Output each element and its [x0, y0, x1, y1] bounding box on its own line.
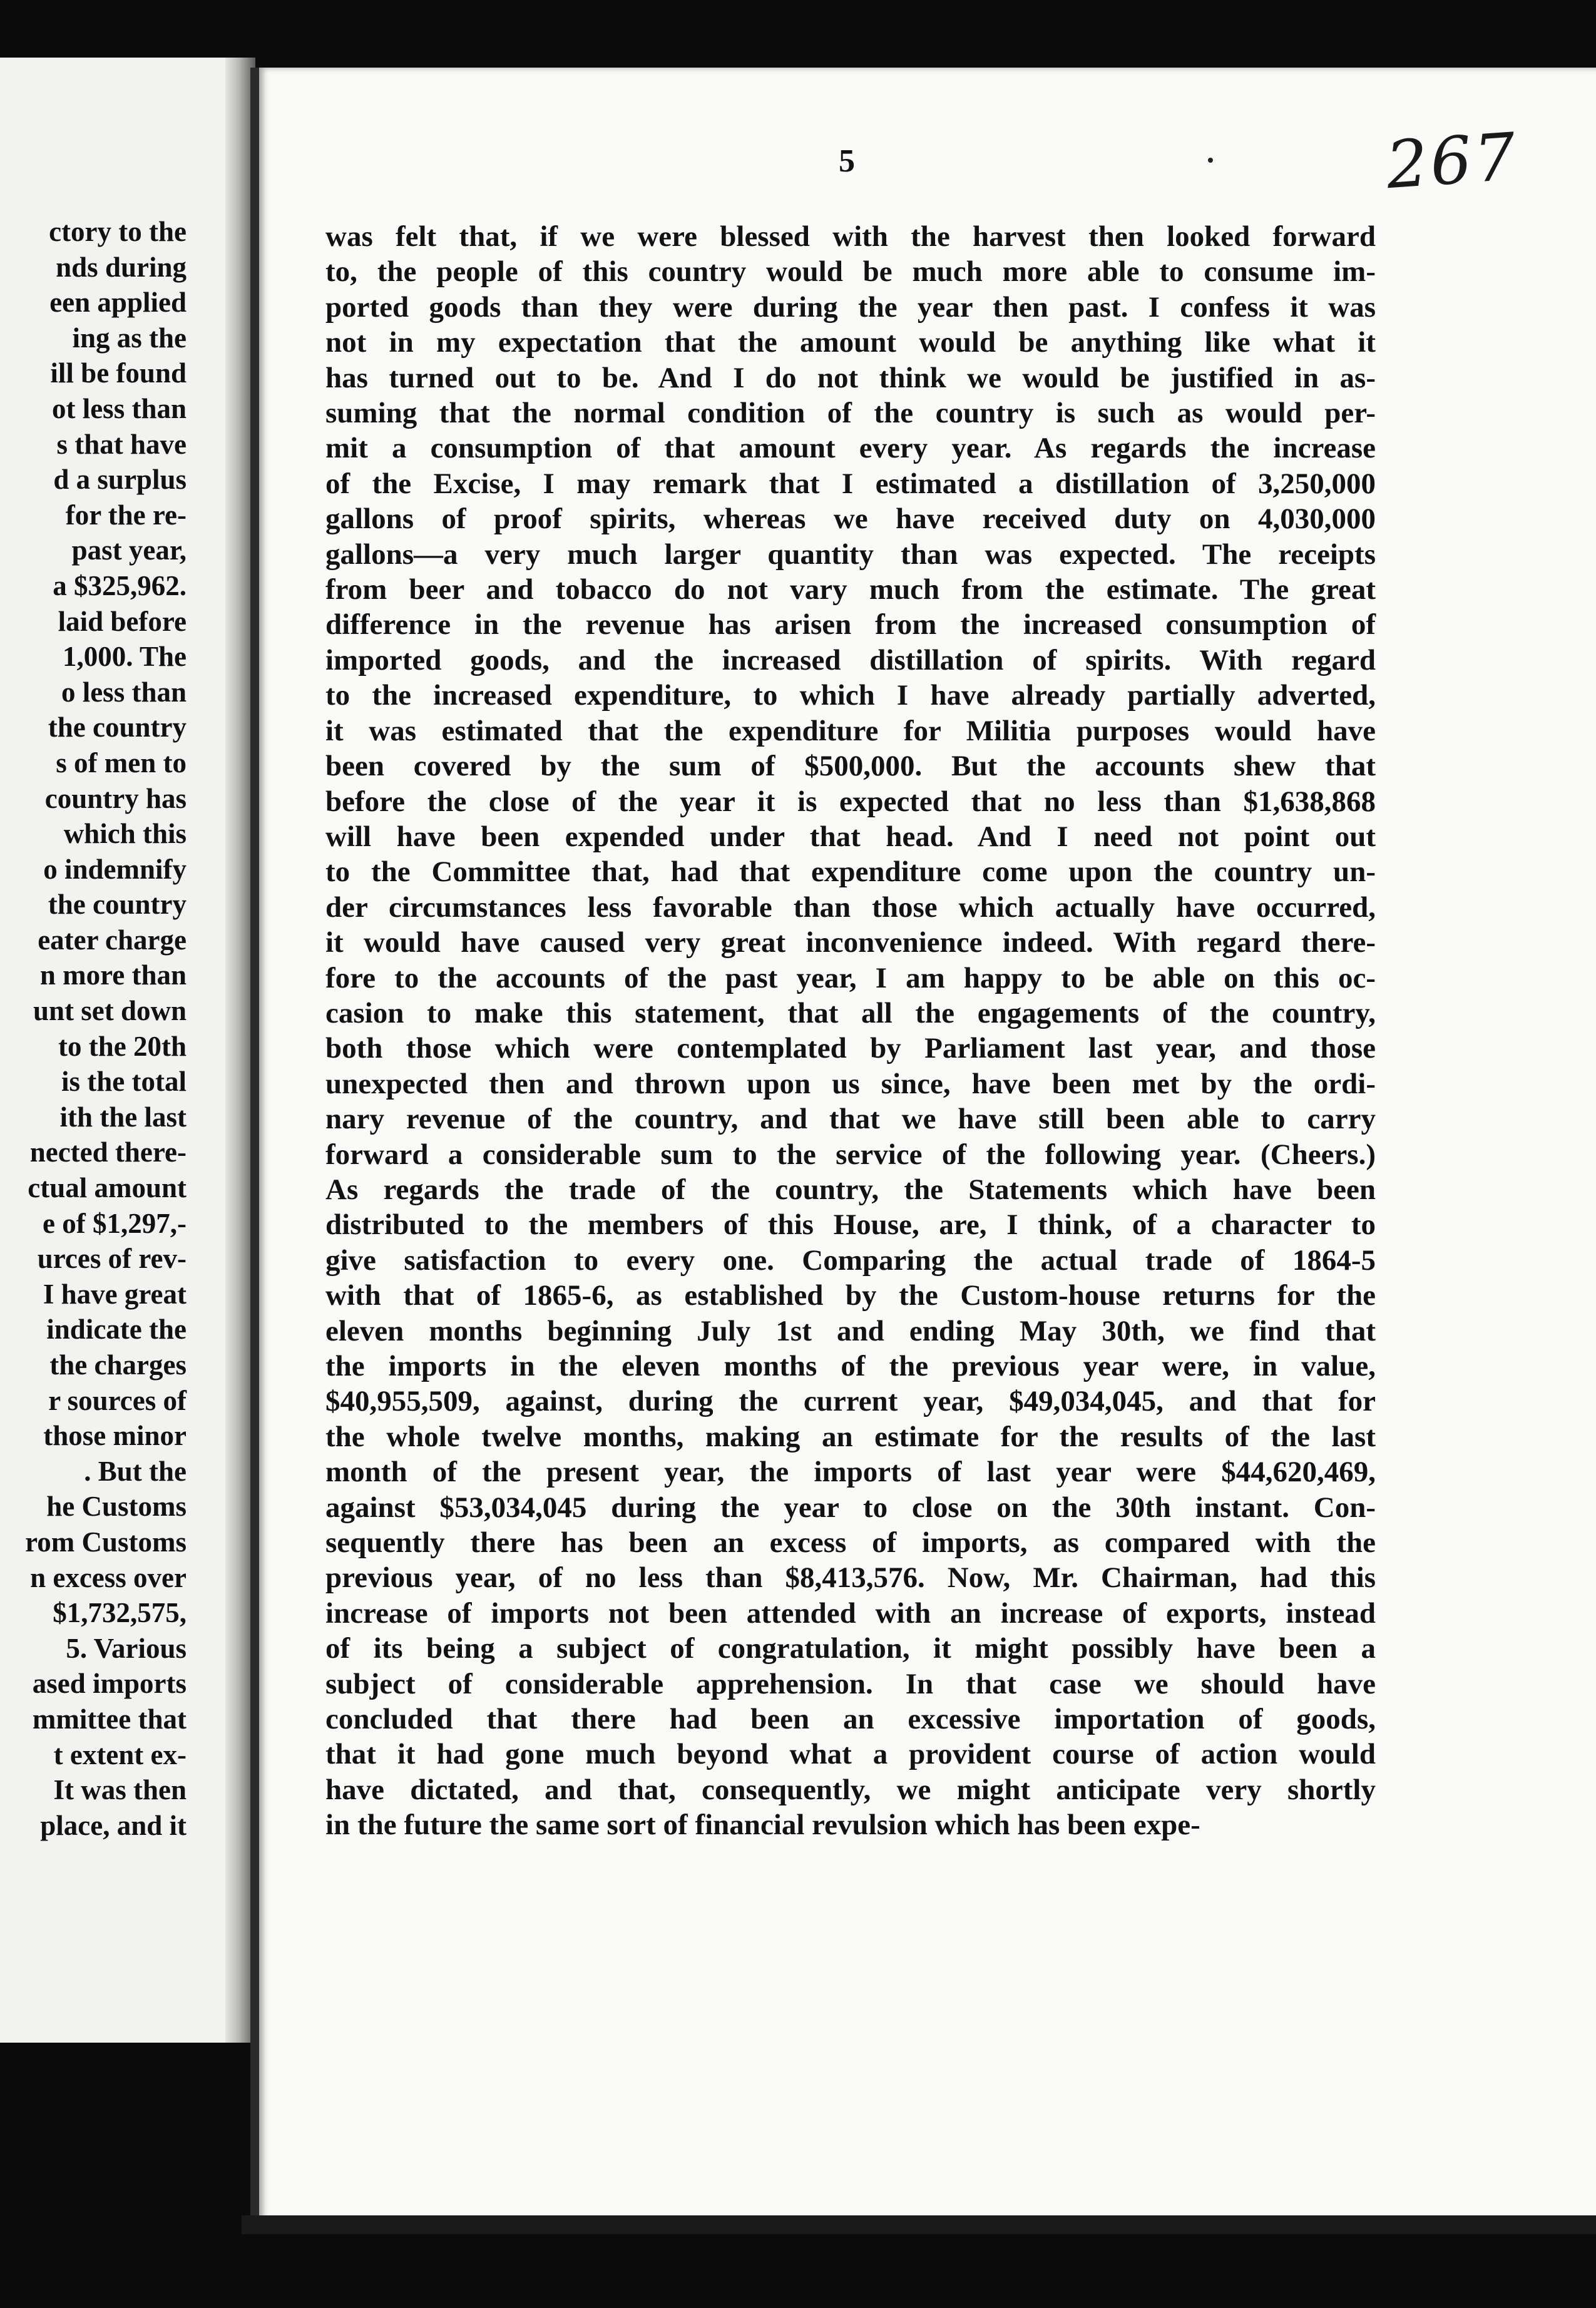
text-line: month of the present year, the imports of last year were $44,620,469, — [325, 1456, 1376, 1489]
text-line: that it had gone much beyond what a provident course of action would — [325, 1738, 1376, 1771]
text-line: in the future the same sort of financial revulsion which has been expe- — [325, 1809, 1200, 1842]
text-line: been covered by the sum of $500,000. But the accounts shew that — [325, 750, 1376, 783]
left-text-line: rom Customs — [25, 1526, 187, 1558]
left-text-line: r sources of — [48, 1384, 187, 1416]
left-page-fragment — [0, 58, 233, 2043]
handwritten-folio-number: 267 — [1384, 118, 1521, 204]
left-text-line: is the total — [61, 1066, 187, 1098]
text-line: casion to make this statement, that all the engagements of the country, — [325, 996, 1376, 1029]
left-text-line: to the 20th — [58, 1030, 187, 1062]
text-line: have dictated, and that, consequently, we might anticipate very shortly — [325, 1773, 1376, 1806]
left-text-line: o less than — [61, 676, 187, 708]
text-line: gallons—a very much larger quantity than was expected. The receipts — [325, 538, 1376, 571]
text-line: has turned out to be. And I do not think we would be justified in as- — [325, 361, 1376, 394]
text-line: before the close of the year it is expected that no less than $1,638,868 — [325, 785, 1376, 818]
page-bottom-edge — [242, 2215, 1596, 2234]
left-text-line: he Customs — [46, 1491, 187, 1523]
left-text-line: ased imports — [32, 1668, 187, 1700]
text-line: both those which were contemplated by Parliament last year, and those — [325, 1032, 1376, 1065]
body-text — [325, 219, 1376, 1843]
text-line: of its being a subject of congratulation, it might possibly have been a — [325, 1632, 1376, 1665]
left-text-line: those minor — [43, 1420, 187, 1452]
ink-dot — [1208, 158, 1213, 163]
text-line: fore to the accounts of the past year, I am happy to be able on this oc- — [325, 961, 1376, 994]
left-text-line: ill be found — [50, 357, 187, 389]
left-text-line: ctual amount — [28, 1172, 187, 1204]
text-line: against $53,034,045 during the year to close on the 30th instant. Con- — [325, 1491, 1376, 1524]
left-text-line: past year, — [71, 534, 187, 566]
text-line: distributed to the members of this House, are, I think, of a character to — [325, 1208, 1376, 1242]
text-line: previous year, of no less than $8,413,576. Now, Mr. Chairman, had this — [325, 1561, 1376, 1595]
text-line: the imports in the eleven months of the previous year were, in value, — [325, 1350, 1376, 1382]
left-text-line: nected there- — [29, 1136, 187, 1168]
text-line: it would have caused very great inconvenience indeed. With regard there- — [325, 926, 1376, 959]
left-text-line: I have great — [43, 1278, 187, 1310]
left-text-line: o indemnify — [43, 853, 187, 885]
left-text-line: the charges — [49, 1349, 187, 1381]
left-text-line: s that have — [56, 428, 187, 460]
text-line: the whole twelve months, making an estimate for the results of the last — [325, 1420, 1376, 1453]
left-text-line: ot less than — [51, 392, 187, 424]
left-text-line: ith the last — [59, 1101, 187, 1133]
text-line: with that of 1865-6, as established by the Custom-house returns for the — [325, 1279, 1376, 1312]
left-text-line: e of $1,297,- — [43, 1207, 187, 1239]
left-text-line: nds during — [56, 251, 187, 283]
page-number: 5 — [839, 143, 855, 179]
left-text-line: s of men to — [56, 747, 187, 779]
text-line: der circumstances less favorable than those which actually have occurred, — [325, 891, 1376, 924]
text-line: forward a considerable sum to the service of the following year. (Cheers.) — [325, 1138, 1376, 1171]
text-line: concluded that there had been an excessive importation of goods, — [325, 1703, 1376, 1736]
left-text-line: laid before — [58, 605, 187, 637]
text-line: unexpected then and thrown upon us since, have been met by the ordi- — [325, 1067, 1376, 1100]
left-text-line: $1,732,575, — [53, 1597, 187, 1629]
text-line: was felt that, if we were blessed with the harvest then looked forward — [325, 220, 1376, 253]
text-line: ported goods than they were during the year then past. I confess it was — [325, 290, 1376, 324]
left-text-line: unt set down — [33, 995, 187, 1027]
text-line: will have been expended under that head. And I need not point out — [325, 820, 1376, 853]
left-text-line: urces of rev- — [37, 1243, 187, 1275]
left-text-line: ctory to the — [49, 216, 187, 247]
text-line: of the Excise, I may remark that I estimated a distillation of 3,250,000 — [325, 467, 1376, 500]
text-line: $40,955,509, against, during the current year, $49,034,045, and that for — [325, 1385, 1376, 1418]
text-line: difference in the revenue has arisen from the increased consumption of — [325, 608, 1376, 641]
text-line: to, the people of this country would be much more able to consume im- — [325, 255, 1376, 288]
left-text-line: n more than — [39, 959, 187, 991]
left-text-line: a $325,962. — [53, 569, 187, 601]
left-text-line: country has — [44, 782, 187, 814]
text-line: from beer and tobacco do not vary much from the estimate. The great — [325, 573, 1376, 606]
text-line: imported goods, and the increased distillation of spirits. With regard — [325, 643, 1376, 677]
text-line: sequently there has been an excess of imports, as compared with the — [325, 1526, 1376, 1560]
left-text-line: mmittee that — [32, 1703, 187, 1735]
text-line: increase of imports not been attended with an increase of exports, instead — [325, 1596, 1376, 1630]
left-text-line: 5. Various — [66, 1632, 187, 1664]
left-text-line: It was then — [53, 1774, 187, 1806]
text-line: subject of considerable apprehension. In that case we should have — [325, 1667, 1376, 1700]
left-page-text — [0, 214, 187, 1843]
left-text-line: indicate the — [46, 1314, 187, 1345]
text-line: to the increased expenditure, to which I have already partially adverted, — [325, 679, 1376, 712]
left-text-line: which this — [63, 818, 187, 850]
left-text-line: the country — [48, 889, 187, 921]
left-text-line: place, and it — [40, 1809, 187, 1841]
left-text-line: t extent ex- — [53, 1739, 187, 1770]
text-line: to the Committee that, had that expenditure come upon the country un- — [325, 855, 1376, 889]
text-line: nary revenue of the country, and that we have still been able to carry — [325, 1103, 1376, 1136]
text-line: it was estimated that the expenditure for Militia purposes would have — [325, 714, 1376, 747]
left-text-line: for the re- — [65, 499, 187, 531]
left-text-line: n excess over — [30, 1561, 187, 1593]
text-line: eleven months beginning July 1st and ending May 30th, we find that — [325, 1314, 1376, 1347]
text-line: give satisfaction to every one. Comparing the actual trade of 1864-5 — [325, 1243, 1376, 1277]
text-line: not in my expectation that the amount would be anything like what it — [325, 326, 1376, 359]
text-line: As regards the trade of the country, the Statements which have been — [325, 1173, 1376, 1206]
left-text-line: 1,000. The — [63, 641, 187, 673]
left-text-line: ing as the — [72, 322, 187, 354]
left-text-line: een applied — [49, 287, 187, 319]
left-text-line: . But the — [84, 1455, 187, 1487]
left-text-line: the country — [48, 712, 187, 743]
left-text-line: eater charge — [38, 924, 187, 956]
text-line: gallons of proof spirits, whereas we have received duty on 4,030,000 — [325, 503, 1376, 536]
left-text-line: d a surplus — [53, 464, 187, 496]
text-line: mit a consumption of that amount every year. As regards the increase — [325, 432, 1376, 465]
text-line: suming that the normal condition of the country is such as would per- — [325, 397, 1376, 430]
